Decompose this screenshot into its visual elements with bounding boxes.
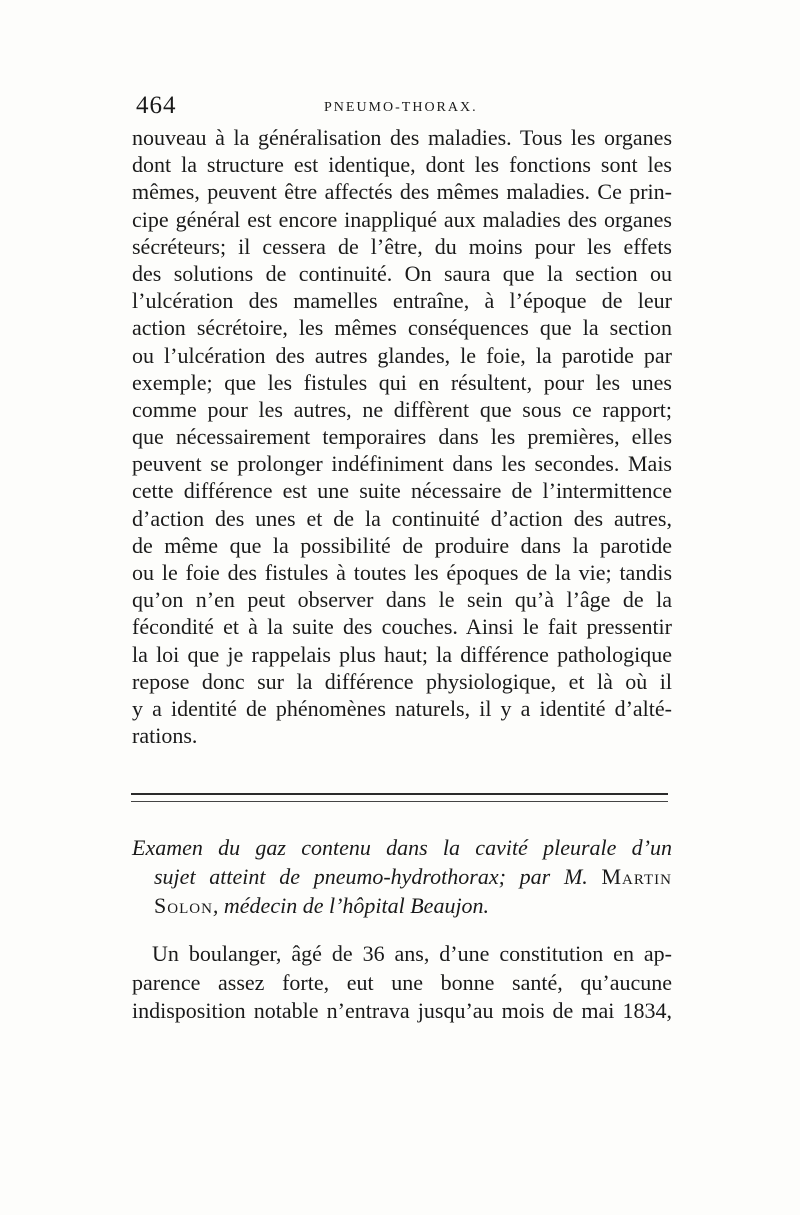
section-title-line xyxy=(132,862,672,891)
text-line: l’ulcération des mamelles entraîne, à l’époque de leur xyxy=(132,288,672,314)
text-line: action sécrétoire, les mêmes conséquences que la section xyxy=(132,315,672,341)
text-line: fécondité et à la suite des couches. Ainsi le fait pressentir xyxy=(132,614,672,640)
text-line: ou l’ulcération des autres glandes, le foie, la parotide par xyxy=(132,342,672,368)
text-line: Un boulanger, âgé de 36 ans, d’une constitution en ap- xyxy=(152,941,672,966)
text-line: la loi que je rappelais plus haut; la différence pathologique xyxy=(132,641,672,667)
text-line: repose donc sur la différence physiologique, et là où il xyxy=(132,668,672,694)
text-line: des solutions de continuité. On saura que la section ou xyxy=(132,260,672,286)
author-last-name: Solon xyxy=(154,893,213,918)
author-first-name: Martin xyxy=(601,864,672,889)
text-line: d’action des unes et de la continuité d’action des autres, xyxy=(132,505,672,531)
text-line: indisposition notable n’entrava jusqu’au mois de mai 1834, xyxy=(132,998,672,1023)
text-line: cipe général est encore inappliqué aux maladies des organes xyxy=(132,206,672,232)
section-title-line xyxy=(132,891,672,920)
text-line: ou le foie des fistules à toutes les époques de la vie; tandis xyxy=(132,560,672,585)
text-line: rations. xyxy=(132,723,198,749)
section-divider xyxy=(131,793,668,802)
section-title-text: sujet atteint de pneumo-hydrothorax; par M. xyxy=(154,864,602,889)
section-title-line: Examen du gaz contenu dans la cavité pleurale d’un xyxy=(132,835,672,860)
running-head: PNEUMO-THORAX. xyxy=(324,100,478,115)
text-line: dont la structure est identique, dont les fonctions sont les xyxy=(132,152,672,178)
text-line: exemple; que les fistules qui en résultent, pour les unes xyxy=(132,369,672,395)
text-line: nouveau à la généralisation des maladies. Tous les organes xyxy=(132,125,672,150)
text-line: que nécessairement temporaires dans les premières, elles xyxy=(132,424,672,450)
text-line: y a identité de phénomènes naturels, il y a identité d’alté- xyxy=(132,695,672,721)
page-number: 464 xyxy=(136,92,177,119)
main-paragraph xyxy=(132,124,672,749)
page-header xyxy=(136,92,676,122)
text-line: comme pour les autres, ne diffèrent que sous ce rapport; xyxy=(132,396,672,422)
text-line: mêmes, peuvent être affectés des mêmes maladies. Ce prin- xyxy=(132,179,672,205)
section-title-text: , médecin de l’hôpital Beaujon. xyxy=(212,893,490,918)
text-line: sécréteurs; il cessera de l’être, du moins pour les effets xyxy=(132,233,672,259)
section-title xyxy=(132,833,672,920)
text-line: peuvent se prolonger indéfiniment dans les secondes. Mais xyxy=(132,451,672,477)
case-paragraph xyxy=(132,940,672,1026)
text-line: de même que la possibilité de produire dans la parotide xyxy=(132,532,672,558)
text-line: parence assez forte, eut une bonne santé, qu’aucune xyxy=(132,969,672,995)
text-line: qu’on n’en peut observer dans le sein qu’à l’âge de la xyxy=(132,587,672,613)
text-line: cette différence est une suite nécessaire de l’intermittence xyxy=(132,478,672,504)
